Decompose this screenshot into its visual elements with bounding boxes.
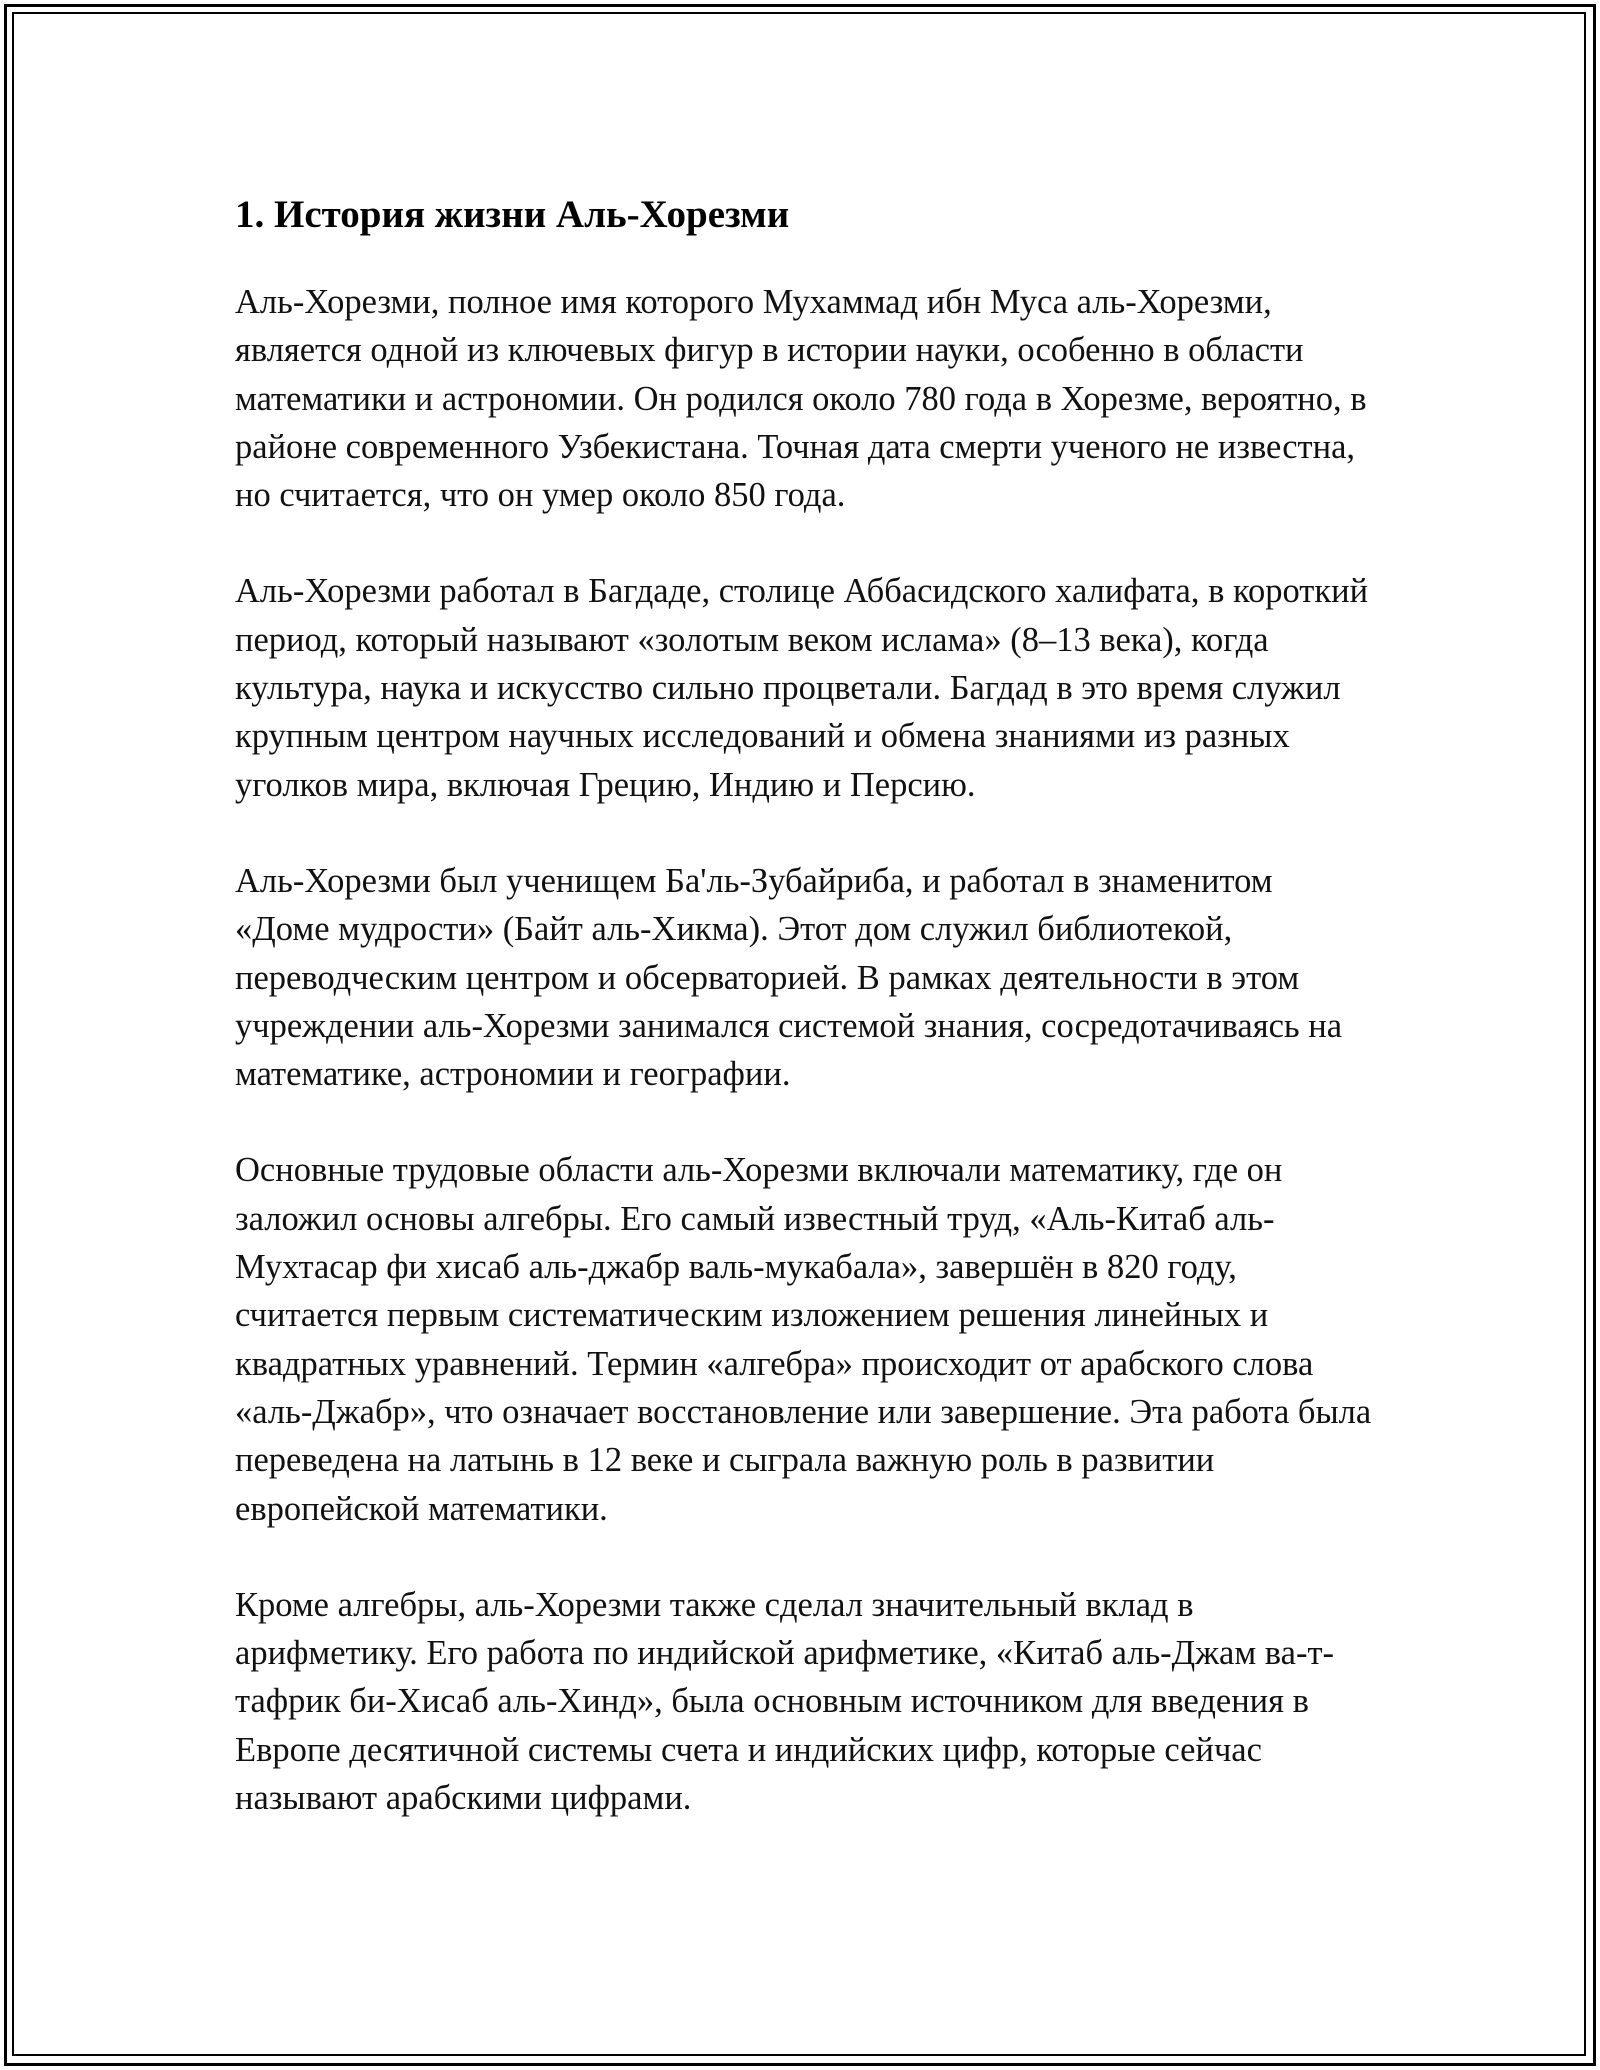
- paragraph-arithmetic: Кроме алгебры, аль-Хорезми также сделал значительный вклад в арифметику. Его работа по индийской арифметике, «Китаб аль-Джам ва-т-тафрик би-Хисаб аль-Хинд», была основным источником для введения в Европе десятичной системы счета и индийских цифр, которые сейчас называют арабскими цифрами.: [235, 1585, 1335, 1818]
- paragraph-biography: Аль-Хорезми, полное имя которого Мухаммад ибн Муса аль-Хорезми, является одной из ключевых фигур в истории науки, особенно в области математики и астрономии. Он родился около 780 года в Хорезме, вероятно, в районе современного Узбекистана. Точная дата смерти ученого не известна, но считается, что он умер около 850 года.: [235, 283, 1367, 515]
- document-body: [235, 184, 1375, 1870]
- paragraph-baghdad: Аль-Хорезми работал в Багдаде, столице Аббасидского халифата, в короткий период, который называют «золотым веком ислама» (8–13 века), когда культура, наука и искусство сильно процветали. Багдад в это время служил крупным центром научных исследований и обмена знаниями из разных уголков мира, включая Грецию, Индию и Персию.: [235, 572, 1369, 804]
- paragraph-house-of-wisdom: Аль-Хорезми был ученищем Ба'ль-Зубайриба, и работал в знаменитом «Доме мудрости» (Байт аль-Хикма). Этот дом служил библиотекой, переводческим центром и обсерваторией. В рамках деятельности в этом учреждении аль-Хорезми занимался системой знания, сосредотачиваясь на математике, астрономии и географии.: [235, 861, 1343, 1094]
- paragraph-algebra: Основные трудовые области аль-Хорезми включали математику, где он заложил основы алгебры. Его самый известный труд, «Аль-Китаб аль-Мухтасар фи хисаб аль-джабр валь-мукабала», завершён в 820 году, считается первым систематическим изложением решения линейных и квадратных уравнений. Термин «алгебра» происходит от арабского слова «аль-Джабр», что означает восстановление или завершение. Эта работа была переведена на латынь в 12 веке и сыграла важную роль в развитии европейской математики.: [235, 1151, 1372, 1528]
- section-heading: 1. История жизни Аль-Хорезми: [235, 193, 790, 236]
